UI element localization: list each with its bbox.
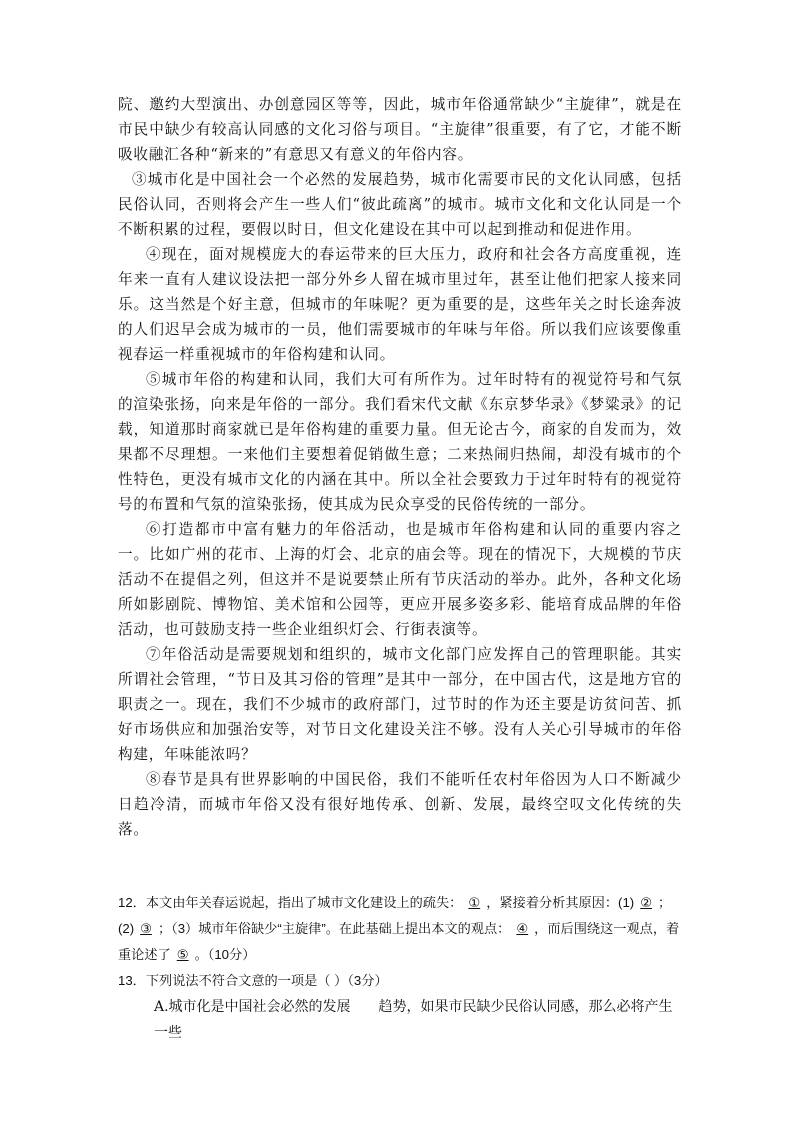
answer-blank-1[interactable]: ① [468, 895, 481, 910]
paragraph-6: ⑥打造都市中富有魅力的年俗活动，也是城市年俗构建和认同的重要内容之一。比如广州的花市、上海的灯会、北京的庙会等。现在的情况下，大规模的节庆活动不在提倡之列，但这并不是说要禁止所有节庆活动的举办。此外，各种文化场所如影剧院、博物馆、美术馆和公园等，更应开展多姿多彩、能培育成品牌的年俗活动，也可鼓励支持一些企业组织灯会、行街表演等。 [118, 521, 682, 638]
question-13: 13．下列说法不符合文意的一项是（ ）（3分） [118, 973, 388, 988]
answer-blank-4[interactable]: ④ [516, 921, 529, 936]
answer-blank-2[interactable]: ② [640, 895, 653, 910]
paragraph-4: ④现在，面对规模庞大的春运带来的巨大压力，政府和社会各方高度重视，连年来一直有人建议设法把一部分外乡人留在城市里过年，甚至让他们把家人接来同乐。这当然是个好主意，但城市的年味呢？更为重要的是，这些年关之时长途奔波的人们迟早会成为城市的一员，他们需要城市的年味与年俗。所以我们应该要像重视春运一样重视城市的年俗构建和认同。 [118, 246, 682, 363]
paragraph-8: ⑧春节是具有世界影响的中国民俗，我们不能听任农村年俗因为人口不断减少日趋冷清，而城市年俗又没有很好地传承、创新、发展，最终空叹文化传统的失落。 [118, 771, 682, 838]
question-section [118, 890, 684, 1046]
paragraph-3: ③城市化是中国社会一个必然的发展趋势，城市化需要市民的文化认同感，包括民俗认同，否则将会产生一些人们“彼此疏离”的城市。城市文化和文化认同是一个不断积累的过程，要假以时日，但文化建设在其中可以起到推动和促进作用。 [118, 171, 682, 238]
question-13-option-a[interactable]: A.城市化是中国社会必然的发展 趋势，如果市民缺少民俗认同感，那么必将产生一些 [154, 999, 673, 1041]
paragraph-5: ⑤城市年俗的构建和认同，我们大可有所作为。过年时特有的视觉符号和气氛的渲染张扬，向来是年俗的一部分。我们看宋代文献《东京梦华录》《梦粱录》的记载，知道那时商家就已是年俗构建的重要力量。但无论古今，商家的自发而为，效果都不尽理想。一来他们主要想着促销做生意；二来热闹归热闹，却没有城市的个性特色，更没有城市文化的内涵在其中。所以全社会要致力于过年时特有的视觉符号的布置和气氛的渲染张扬，使其成为民众享受的民俗传统的一部分。 [118, 371, 682, 513]
question-12: 12．本文由年关春运说起，指出了城市文化建设上的疏失： ① ，紧接着分析其原因：(1) ② ；(2) ③ ；（3）城市年俗缺少“主旋律”。在此基础上提出本文的观点： ④ ，而后围绕这一观点，着重论述了 ⑤ 。（10分） [118, 890, 684, 968]
paragraph-7: ⑦年俗活动是需要规划和组织的，城市文化部门应发挥自己的管理职能。其实所谓社会管理，“节日及其习俗的管理”是其中一部分，在中国古代，这是地方官的职责之一。现在，我们不少城市的政府部门，过节时的作为还主要是访贫问苦、抓好市场供应和加强治安等，对节日文化建设关注不够。没有人关心引导城市的年俗构建，年味能浓吗？ [118, 646, 682, 763]
answer-blank-3[interactable]: ③ [140, 921, 152, 936]
answer-blank-5[interactable]: ⑤ [176, 947, 189, 962]
reading-passage [118, 92, 682, 842]
paragraph-2-continued: 院、邀约大型演出、办创意园区等等，因此，城市年俗通常缺少“主旋律”，就是在市民中缺少有较高认同感的文化习俗与项目。“主旋律”很重要，有了它，才能不断吸收融汇各种“新来的”有意思又有意义的年俗内容。 [118, 96, 682, 163]
